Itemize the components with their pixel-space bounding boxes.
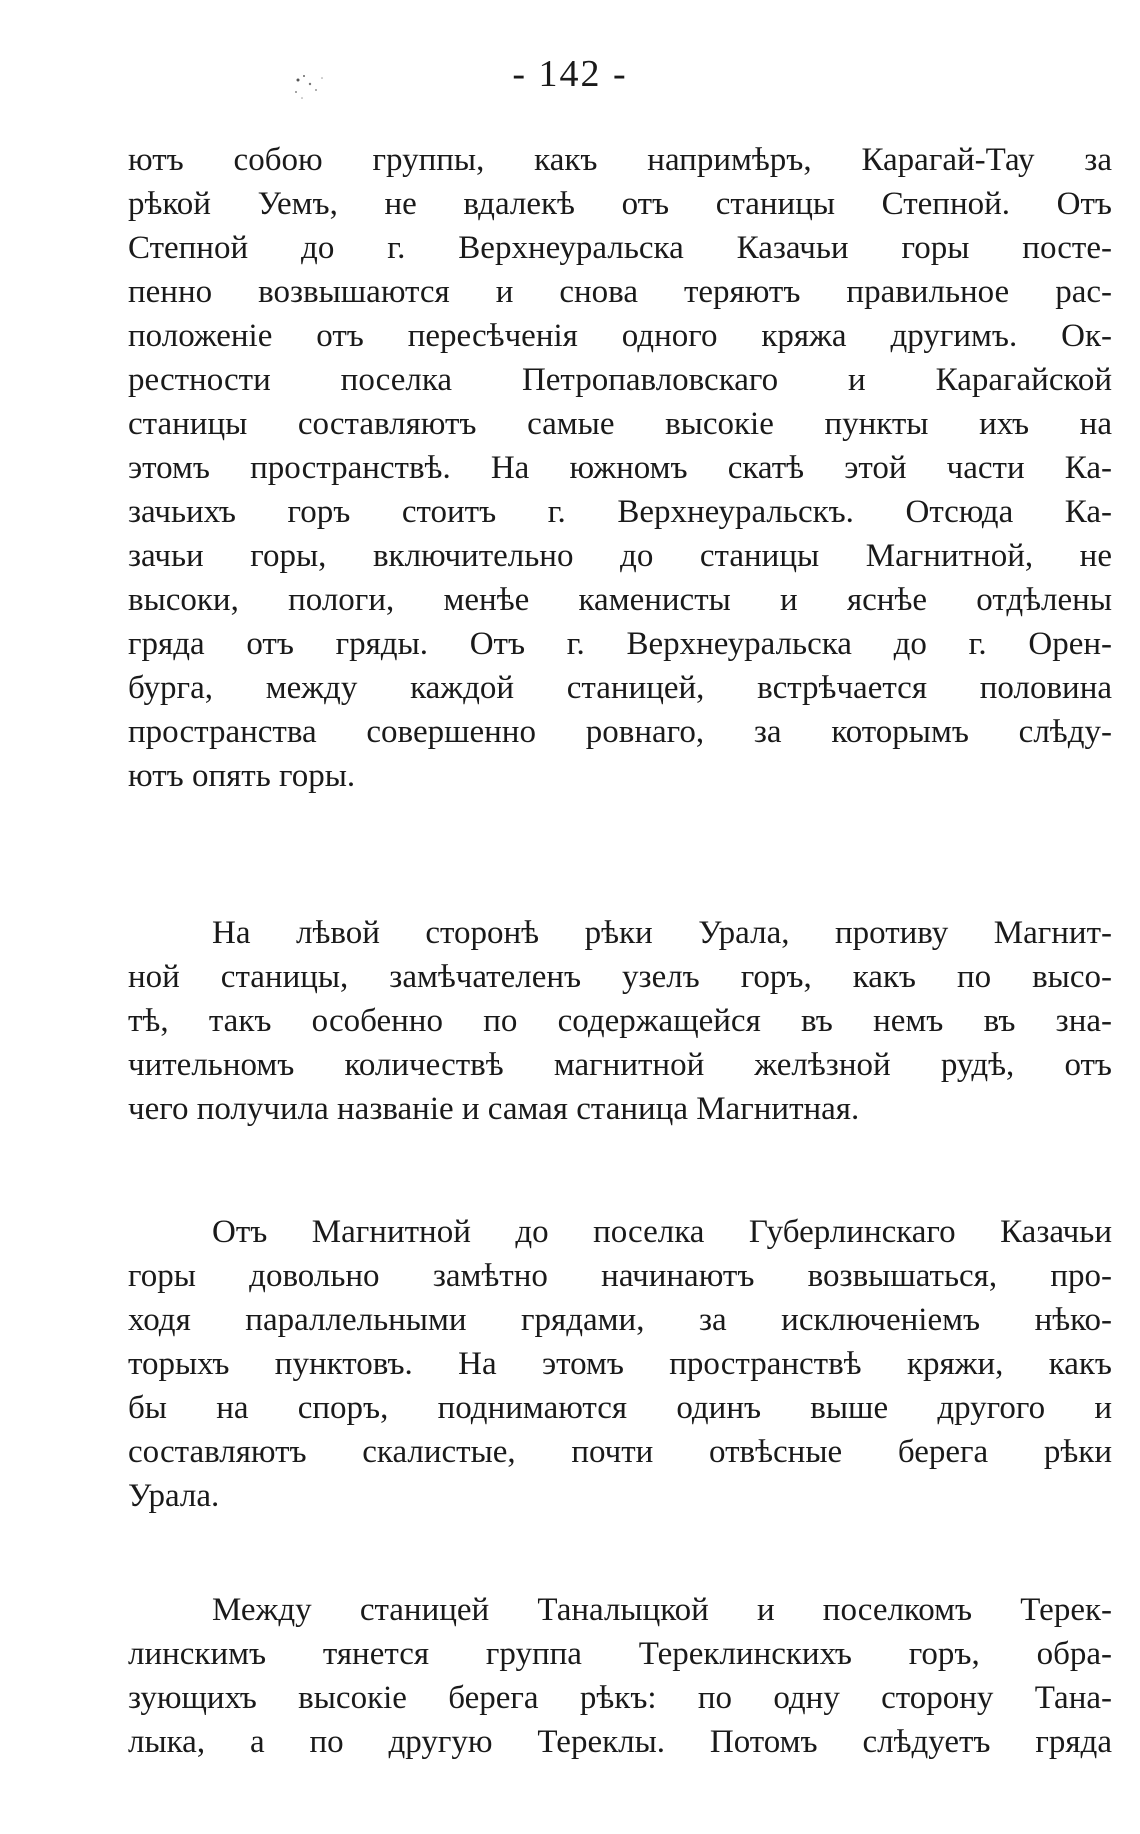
text-line: пенно возвышаются и снова теряютъ правильное рас- bbox=[128, 274, 1112, 310]
text-line: пространства совершенно ровнаго, за которымъ слѣду- bbox=[128, 714, 1112, 750]
text-line: этомъ пространствѣ. На южномъ скатѣ этой части Ка- bbox=[128, 450, 1112, 486]
ink-speck bbox=[290, 70, 334, 110]
text-line: положеніе отъ пересѣченія одного кряжа другимъ. Ок- bbox=[128, 318, 1112, 354]
text-line: рестности поселка Петропавловскаго и Карагайской bbox=[128, 362, 1112, 398]
paragraph-4 bbox=[128, 1588, 1112, 1764]
text-line: чительномъ количествѣ магнитной желѣзной рудѣ, отъ bbox=[128, 1047, 1112, 1083]
text-line: Степной до г. Верхнеуральска Казачьи горы посте- bbox=[128, 230, 1112, 266]
text-line: Урала. bbox=[128, 1478, 220, 1514]
text-line: горы довольно замѣтно начинаютъ возвышаться, про- bbox=[128, 1258, 1112, 1294]
text-line: чего получила названіе и самая станица Магнитная. bbox=[128, 1091, 860, 1127]
text-line: зачьихъ горъ стоитъ г. Верхнеуральскъ. Отсюда Ка- bbox=[128, 494, 1112, 530]
text-line: ной станицы, замѣчателенъ узелъ горъ, какъ по высо- bbox=[128, 959, 1112, 995]
text-line: Между станицей Таналыцкой и поселкомъ Терек- bbox=[212, 1592, 1112, 1628]
text-line: зачьи горы, включительно до станицы Магнитной, не bbox=[128, 538, 1112, 574]
text-line: гряда отъ гряды. Отъ г. Верхнеуральска до г. Орен- bbox=[128, 626, 1112, 662]
text-line: На лѣвой сторонѣ рѣки Урала, противу Магнит- bbox=[212, 915, 1112, 951]
text-line: ютъ собою группы, какъ напримѣръ, Карагай-Тау за bbox=[128, 142, 1112, 178]
text-line: Отъ Магнитной до поселка Губерлинскаго Казачьи bbox=[212, 1214, 1112, 1250]
text-line: станицы составляютъ самые высокіе пункты ихъ на bbox=[128, 406, 1112, 442]
text-line: высоки, пологи, менѣе каменисты и яснѣе отдѣлены bbox=[128, 582, 1112, 618]
text-line: зующихъ высокіе берега рѣкъ: по одну сторону Тана- bbox=[128, 1680, 1112, 1716]
text-line: тѣ, такъ особенно по содержащейся въ немъ въ зна- bbox=[128, 1003, 1112, 1039]
paragraph-3 bbox=[128, 1210, 1112, 1518]
text-line: рѣкой Уемъ, не вдалекѣ отъ станицы Степной. Отъ bbox=[128, 186, 1112, 222]
text-line: ютъ опять горы. bbox=[128, 758, 356, 794]
text-line: лыка, а по другую Терeклы. Потомъ слѣдуетъ гряда bbox=[128, 1724, 1112, 1760]
text-line: бурга, между каждой станицей, встрѣчается половина bbox=[128, 670, 1112, 706]
text-line: ходя параллельными грядами, за исключеніемъ нѣко- bbox=[128, 1302, 1112, 1338]
page-number: - 142 - bbox=[512, 53, 628, 95]
text-line: линскимъ тянется группа Тереклинскихъ горъ, обра- bbox=[128, 1636, 1112, 1672]
text-line: составляютъ скалистые, почти отвѣсные берега рѣки bbox=[128, 1434, 1112, 1470]
text-line: торыхъ пунктовъ. На этомъ пространствѣ кряжи, какъ bbox=[128, 1346, 1112, 1382]
paragraph-2 bbox=[128, 911, 1112, 1131]
text-line: бы на споръ, поднимаются одинъ выше другого и bbox=[128, 1390, 1112, 1426]
paragraph-1 bbox=[128, 138, 1112, 798]
